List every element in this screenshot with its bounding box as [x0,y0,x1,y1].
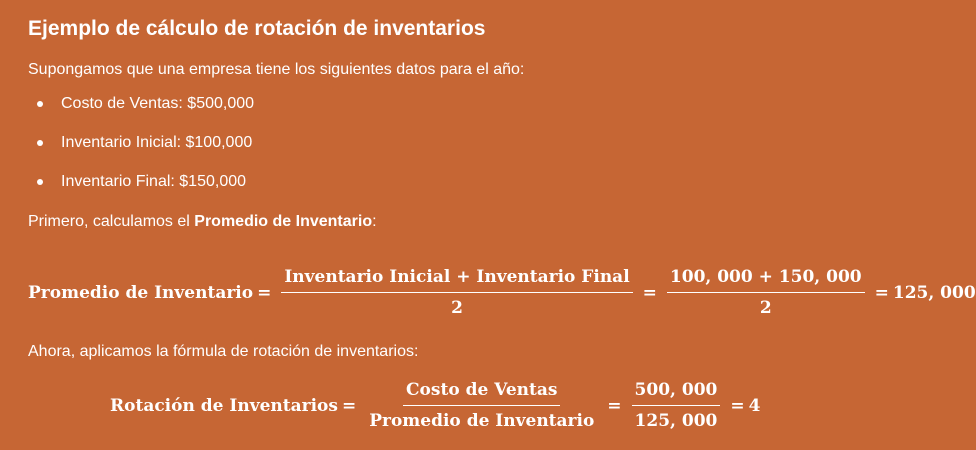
primero-bold: Promedio de Inventario [194,213,373,230]
fraction-denominator: 125, 000 [634,411,718,431]
formula-rotacion-lhs: Rotación de Inventarios [110,395,338,416]
formula-rotacion-result: 4 [748,395,761,416]
fraction-denominator: 2 [759,298,772,318]
list-item-inventario-final: Inventario Final: $150,000 [28,171,908,193]
primero-suffix: : [372,213,377,230]
fraction-denominator: Promedio de Inventario [369,411,595,431]
formula-promedio-lhs: Promedio de Inventario [28,282,254,303]
content-area [28,14,976,431]
formula-promedio [28,266,976,319]
fraction-numerator: Inventario Inicial + Inventario Final [281,266,632,293]
ahora-text: Ahora, aplicamos la fórmula de rotación de inventarios: [28,343,419,360]
primero-prefix: Primero, calculamos el [28,213,195,230]
equals-sign: = [874,282,889,303]
equals-sign: = [607,395,622,416]
formula-rotacion [110,379,760,432]
fraction-numerator: Costo de Ventas [403,379,560,406]
equals-sign: = [257,282,272,303]
formula-promedio-fraction-2 [667,266,865,319]
formula-promedio-result: 125, 000 [892,282,976,303]
equals-sign: = [642,282,657,303]
fraction-numerator: 500, 000 [632,379,721,406]
page-title: Ejemplo de cálculo de rotación de inventarios [28,17,486,40]
data-list [28,93,908,193]
fraction-numerator: 100, 000 + 150, 000 [667,266,865,293]
primero-text [28,211,908,233]
list-item-inventario-inicial: Inventario Inicial: $100,000 [28,132,908,154]
fraction-denominator: 2 [451,298,463,318]
list-item-costo-ventas: Costo de Ventas: $500,000 [28,93,908,115]
equals-sign: = [730,395,745,416]
intro-text: Supongamos que una empresa tiene los siguientes datos para el año: [28,61,525,78]
formula-rotacion-fraction-2 [632,379,721,432]
formula-rotacion-fraction-1 [366,379,597,432]
equals-sign: = [341,395,357,416]
formula-promedio-fraction-1 [281,266,632,319]
